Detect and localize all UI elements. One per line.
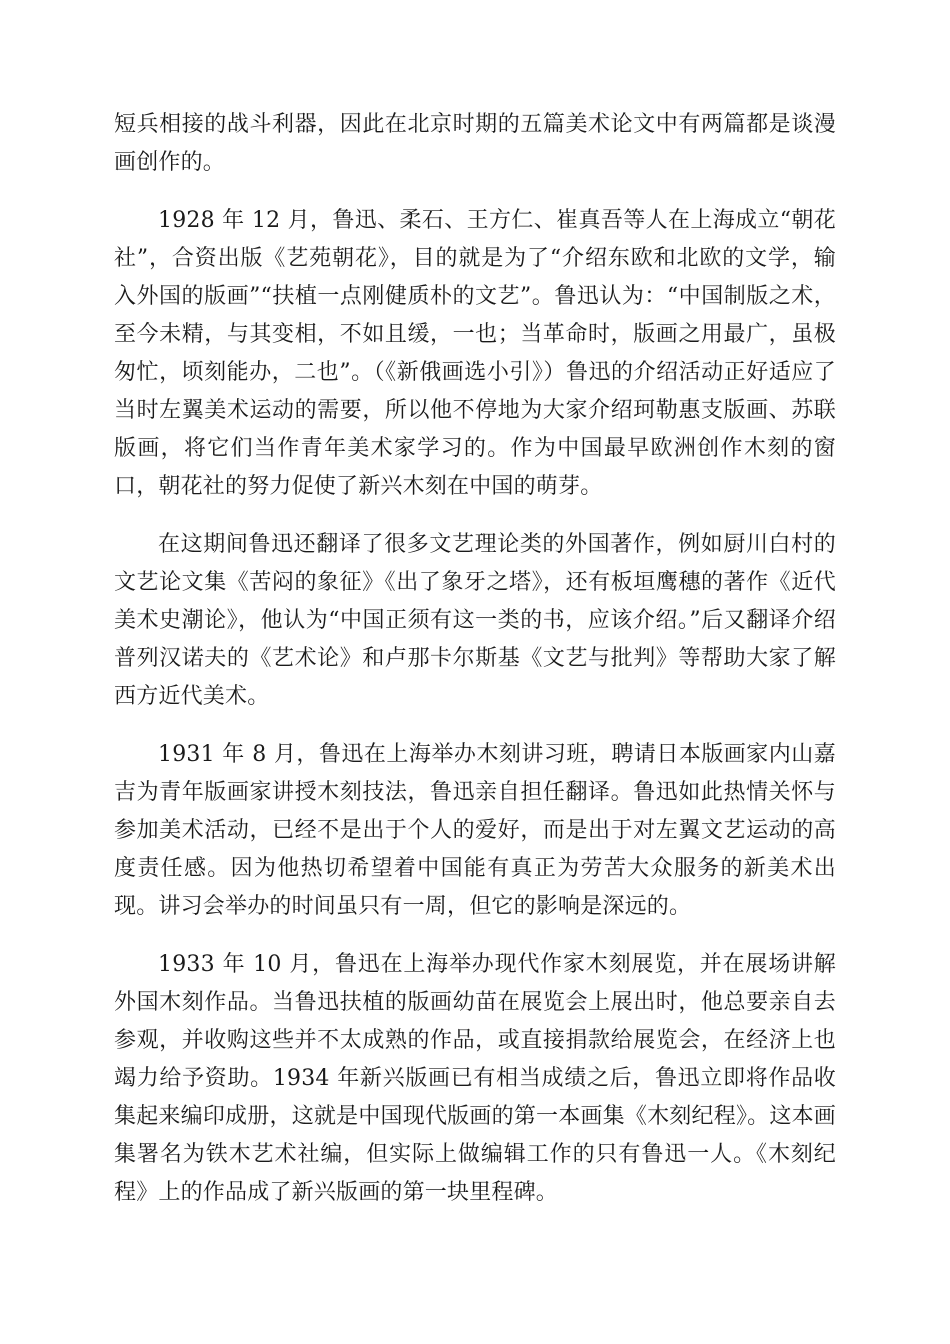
paragraph-woodcut-workshop: 1931 年 8 月，鲁迅在上海举办木刻讲习班，聘请日本版画家内山嘉吉为青年版画家讲授木刻技法，鲁迅亲自担任翻译。鲁迅如此热情关怀与参加美术活动，已经不是出于个人的爱好，而是出于对左翼文艺运动的高度责任感。因为他热切希望着中国能有真正为劳苦大众服务的新美术出现。讲习会举办的时间虽只有一周，但它的影响是深远的。 <box>114 742 836 919</box>
paragraph-chaohua-society: 1928 年 12 月，鲁迅、柔石、王方仁、崔真吾等人在上海成立“朝花社”，合资出版《艺苑朝花》，目的就是为了“介绍东欧和北欧的文学，输入外国的版画”“扶植一点刚健质朴的文艺”。鲁迅认为：“中国制版之术，至今未精，与其变相，不如且缓，一也；当革命时，版画之用最广，虽极匆忙，顷刻能办，二也”。（《新俄画选小引》）鲁迅的介绍活动正好适应了当时左翼美术运动的需要，所以他不停地为大家介绍珂勒惠支版画、苏联版画，将它们当作青年美术家学习的。作为中国最早欧洲创作木刻的窗口，朝花社的努力促使了新兴木刻在中国的萌芽。 <box>114 208 836 499</box>
paragraph-woodcut-exhibition: 1933 年 10 月，鲁迅在上海举办现代作家木刻展览，并在展场讲解外国木刻作品。当鲁迅扶植的版画幼苗在展览会上展出时，他总要亲自去参观，并收购这些并不太成熟的作品，或直接捐款给展览会，在经济上也竭力给予资助。1934 年新兴版画已有相当成绩之后，鲁迅立即将作品收集起来编印成册，这就是中国现代版画的第一本画集《木刻纪程》。这本画集署名为铁木艺术社编，但实际上做编辑工作的只有鲁迅一人。《木刻纪程》上的作品成了新兴版画的第一块里程碑。 <box>114 952 836 1205</box>
document-body <box>114 106 836 1232</box>
paragraph-continuation: 短兵相接的战斗利器，因此在北京时期的五篇美术论文中有两篇都是谈漫画创作的。 <box>114 112 836 175</box>
paragraph-translations: 在这期间鲁迅还翻译了很多文艺理论类的外国著作，例如厨川白村的文艺论文集《苦闷的象征》《出了象牙之塔》，还有板垣鹰穗的著作《近代美术史潮论》，他认为“中国正须有这一类的书，应该介绍。”后又翻译介绍普列汉诺夫的《艺术论》和卢那卡尔斯基《文艺与批判》等帮助大家了解西方近代美术。 <box>114 532 836 709</box>
